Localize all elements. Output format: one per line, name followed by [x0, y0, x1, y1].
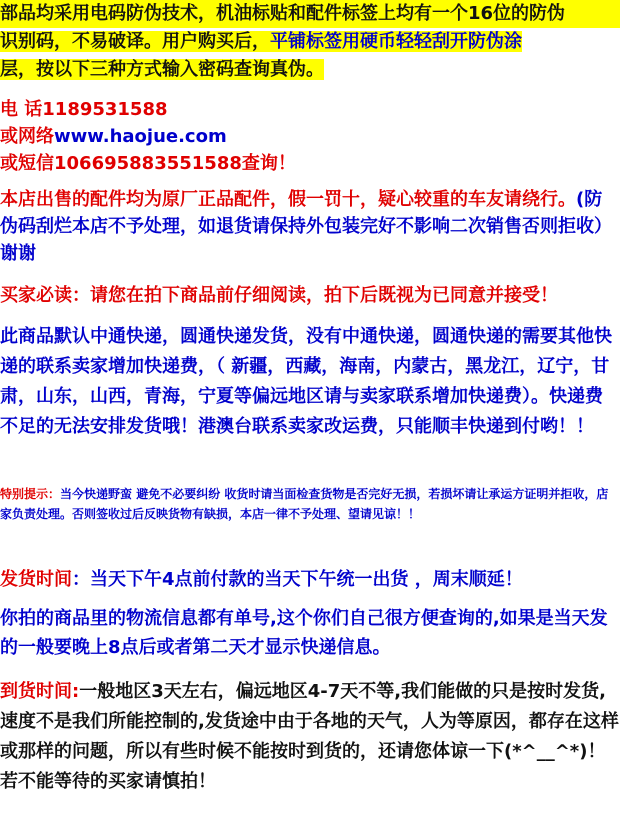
ship-time-label: 发货时间 — [0, 569, 72, 590]
shipping-notice: 此商品默认中通快递，圆通快递发货，没有中通快递，圆通快递的需要其他快递的联系卖家增加快递费，（ 新疆，西藏，海南，内蒙古，黑龙江，辽宁，甘肃，山东，山西，青海，宁夏等偏远地区请与卖家联系增加快递费）。快递费不足的无法安排发货哦！港澳台联系卖家改运费，只能顺丰快递到付哟！！ — [0, 326, 612, 437]
arrival-text: 一般地区3天左右，偏远地区4-7天不等,我们能做的只是按时发货,速度不是我们所能控制的,发货途中由于各地的天气，人为等原因，都存在这样或那样的问题，所以有些时候不能按时到货的，还请您体谅一下(*^__^*)！若不能等待的买家请慎拍！ — [0, 681, 619, 792]
parts-policy-note: (防伪码刮烂本店不予处理，如退货请保持外包装完好不影响二次销售否则拒收）谢谢 — [0, 189, 612, 264]
special-tip-text: 当今快递野蛮 避免不必要纠纷 收货时请当面检查货物是否完好无损，若损坏请让承运方证明并拒收，店家负责处理。否则签收过后反映货物有缺损，本店一律不予处理、望请见谅！！ — [0, 487, 609, 521]
tracking-notice: 你拍的商品里的物流信息都有单号,这个你们自己很方便查询的,如果是当天发的一般要晚上8点后或者第二天才显示快递信息。 — [0, 608, 608, 658]
intro-line-3 — [0, 56, 620, 84]
intro-line-2-highlight: 平铺标签用硬币轻轻刮开防伪涂 — [270, 31, 522, 52]
special-tip-label: 特别提示： — [0, 487, 61, 501]
ship-time-text: ：当天下午4点前付款的当天下午统一出货 ，周末顺延！ — [72, 569, 523, 590]
contact-sms: 或短信106695883551588查询！ — [0, 153, 296, 174]
contact-phone: 电 话1189531588 — [0, 99, 168, 120]
contact-methods — [0, 96, 620, 177]
arrival-time — [0, 677, 620, 797]
parts-policy-main: 本店出售的配件均为原厂正品配件，假一罚十，疑心较重的车友请绕行。 — [0, 189, 576, 210]
special-tip — [0, 484, 620, 524]
arrival-label: 到货时间: — [0, 681, 80, 702]
intro-line-1: 部品均采用电码防伪技术，机油标贴和配件标签上均有一个16位的防伪 — [0, 0, 620, 28]
anti-counterfeit-intro — [0, 0, 620, 84]
intro-line-2-plain: 识别码，不易破译。用户购买后， — [0, 31, 270, 52]
contact-web — [0, 123, 620, 150]
parts-policy — [0, 186, 620, 267]
ship-time — [0, 566, 620, 594]
contact-web-prefix: 或网络 — [0, 126, 54, 147]
buyer-notice: 买家必读：请您在拍下商品前仔细阅读，拍下后既视为已同意并接受！ — [0, 285, 558, 306]
contact-web-url[interactable]: www.haojue.com — [54, 126, 227, 147]
intro-line-3-text: 层，按以下三种方式输入密码查询真伪。 — [0, 59, 324, 80]
intro-line-2 — [0, 28, 620, 56]
